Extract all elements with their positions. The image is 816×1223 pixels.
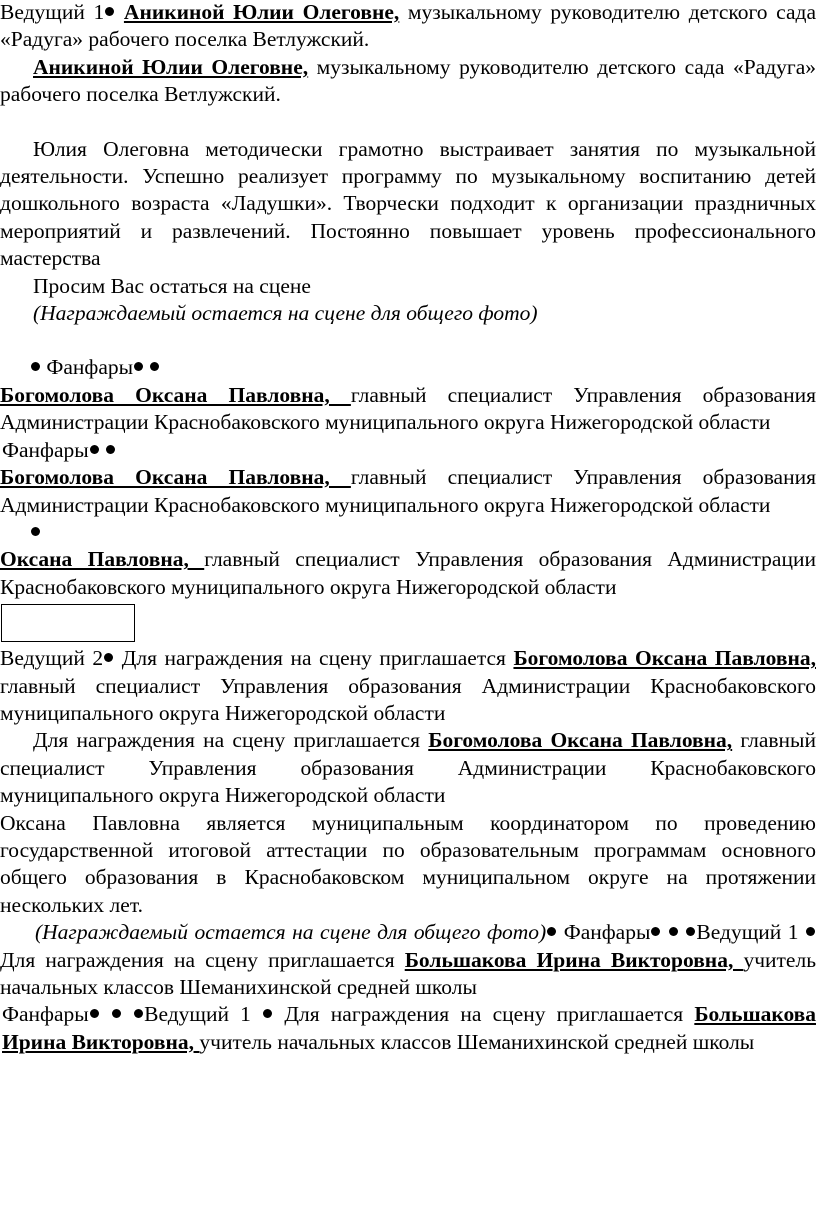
fanfare-label: Фанфары	[557, 920, 651, 945]
awardee-name: Большакова Ирина Викторовна,	[404, 947, 744, 972]
bullet-dot	[134, 362, 143, 371]
paragraph-6	[0, 354, 816, 381]
bullet-dot	[263, 1009, 272, 1018]
photo-note: (Награждаемый остается на сцене для общего фото)	[35, 920, 547, 945]
awardee-description: учитель начальных классов Шеманихинской средней школы	[0, 947, 816, 999]
paragraph-12	[0, 645, 816, 727]
paragraph-13	[0, 727, 816, 809]
bullet-dot	[31, 362, 40, 371]
bullet-dot	[686, 927, 695, 936]
awardee-name: Богомолова Оксана Павловна,	[0, 382, 351, 407]
paragraph-10	[0, 519, 816, 546]
bullet-dot	[651, 927, 660, 936]
awardee-name: Большакова Ирина Викторовна,	[2, 1002, 816, 1054]
invitation-text: Для награждения на сцену приглашается	[273, 1002, 695, 1027]
blank-line	[0, 109, 816, 136]
paragraph-14: Оксана Павловна является муниципальным координатором по проведению государственной итоговой аттестации по образовательным программам основного общего образования в Краснобаковском муниципальном округе на протяжении нескольких лет.	[0, 810, 816, 917]
blank-line	[0, 327, 816, 354]
paragraph-11	[0, 546, 816, 601]
awardee-description: главный специалист Управления образования Администрации Краснобаковского муниципального округа Нижегородской области	[0, 673, 816, 725]
speaker-label: Ведущий 1	[696, 920, 799, 945]
fanfare-label: Фанфары	[2, 1002, 89, 1027]
invitation-text: Для награждения на сцену приглашается	[33, 728, 429, 753]
invitation-text: Для награждения на сцену приглашается	[114, 646, 514, 671]
awardee-description: главный специалист Управления образования Администрации Краснобаковского муниципального округа Нижегородской области	[0, 728, 816, 808]
paragraph-2	[0, 54, 816, 109]
paragraph-4: Просим Вас остаться на сцене	[33, 273, 311, 298]
bullet-dot	[547, 927, 556, 936]
speaker-label: Ведущий 2	[0, 646, 104, 671]
bullet-dot	[31, 527, 40, 536]
bullet-dot	[150, 362, 159, 371]
speaker-label: Ведущий 1	[0, 0, 105, 24]
awardee-description: учитель начальных классов Шеманихинской средней школы	[199, 1029, 755, 1054]
bullet-dot	[134, 1009, 143, 1018]
paragraph-15	[0, 919, 816, 1001]
bullet-dot	[106, 445, 115, 454]
awardee-name: Аникиной Юлии Олеговне,	[123, 0, 400, 24]
fanfare-label: Фанфары	[46, 355, 134, 380]
speaker-label: Ведущий 1	[144, 1002, 251, 1027]
bullet-dot	[669, 927, 678, 936]
paragraph-7	[0, 382, 816, 437]
bullet-dot	[105, 7, 114, 16]
awardee-name: Оксана Павловна,	[0, 547, 205, 572]
fanfare-label: Фанфары	[2, 437, 89, 462]
paragraph-9	[0, 464, 816, 519]
paragraph-5: (Награждаемый остается на сцене для общего фото)	[33, 301, 538, 326]
paragraph-16	[0, 1001, 816, 1056]
awardee-name: Аникиной Юлии Олеговне,	[33, 54, 309, 79]
awardee-description: музыкальному руководителю детского сада «Радуга» рабочего поселка Ветлужский.	[0, 0, 816, 52]
awardee-name: Богомолова Оксана Павловна,	[428, 728, 733, 753]
awardee-description: главный специалист Управления образования Администрации Краснобаковского муниципального округа Нижегородской области	[0, 382, 816, 435]
bullet-dot	[90, 1009, 99, 1018]
awardee-description: главный специалист Управления образования Администрации Краснобаковского муниципального округа Нижегородской области	[0, 547, 816, 599]
paragraph-3: Юлия Олеговна методически грамотно выстраивает занятия по музыкальной деятельности. Успешно реализует программу по музыкальному воспитанию детей дошкольного возраста «Ладушки». Творчески подходит к организации праздничных мероприятий и развлечений. Постоянно повышает уровень профессионального мастерства	[0, 136, 816, 271]
bullet-dot	[112, 1009, 121, 1018]
awardee-description: музыкальному руководителю детского сада «Радуга» рабочего поселка Ветлужский.	[0, 54, 816, 107]
bullet-dot	[90, 445, 99, 454]
bullet-dot	[806, 927, 815, 936]
paragraph-8	[0, 437, 816, 464]
paragraph-1	[0, 0, 816, 54]
awardee-description: главный специалист Управления образования Администрации Краснобаковского муниципального округа Нижегородской области	[0, 465, 816, 517]
awardee-name: Богомолова Оксана Павловна,	[0, 465, 351, 490]
awardee-name: Богомолова Оксана Павловна,	[513, 646, 816, 671]
empty-frame	[1, 604, 135, 642]
bullet-dot	[104, 653, 113, 662]
invitation-text: Для награждения на сцену приглашается	[0, 947, 405, 972]
